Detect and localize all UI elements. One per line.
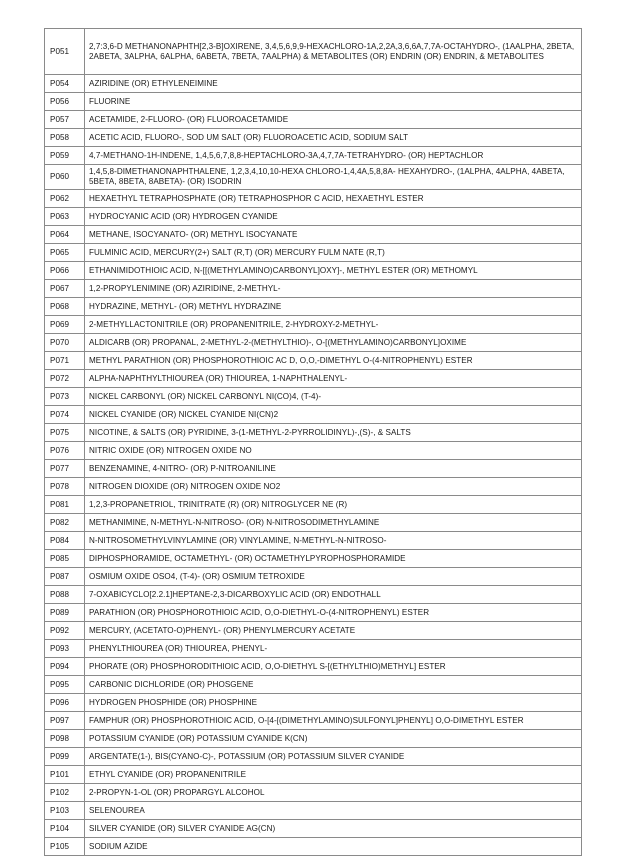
table-row: [45, 370, 582, 388]
waste-description: SODIUM AZIDE: [85, 838, 582, 856]
waste-description: ALPHA-NAPHTHYLTHIOUREA (OR) THIOUREA, 1-NAPHTHALENYL-: [85, 370, 582, 388]
waste-description: 1,2,3-PROPANETRIOL, TRINITRATE (R) (OR) NITROGLYCER NE (R): [85, 496, 582, 514]
waste-description: 2-PROPYN-1-OL (OR) PROPARGYL ALCOHOL: [85, 784, 582, 802]
table-row: [45, 730, 582, 748]
waste-description: NITRIC OXIDE (OR) NITROGEN OXIDE NO: [85, 442, 582, 460]
waste-code: P096: [45, 694, 85, 712]
waste-description: OSMIUM OXIDE OSO4, (T-4)- (OR) OSMIUM TETROXIDE: [85, 568, 582, 586]
waste-code: P070: [45, 334, 85, 352]
waste-code: P074: [45, 406, 85, 424]
waste-description: SILVER CYANIDE (OR) SILVER CYANIDE AG(CN): [85, 820, 582, 838]
table-row: [45, 478, 582, 496]
table-body: [45, 29, 582, 856]
waste-description: AZIRIDINE (OR) ETHYLENEIMINE: [85, 75, 582, 93]
table-row: [45, 190, 582, 208]
table-row: [45, 352, 582, 370]
waste-description: HYDROGEN PHOSPHIDE (OR) PHOSPHINE: [85, 694, 582, 712]
waste-code: P072: [45, 370, 85, 388]
waste-description: PHENYLTHIOUREA (OR) THIOUREA, PHENYL-: [85, 640, 582, 658]
table-row: [45, 262, 582, 280]
waste-code: P101: [45, 766, 85, 784]
waste-code: P085: [45, 550, 85, 568]
table-row: [45, 694, 582, 712]
waste-description: ALDICARB (OR) PROPANAL, 2-METHYL-2-(METHYLTHIO)-, O-[(METHYLAMINO)CARBONYL]OXIME: [85, 334, 582, 352]
waste-code: P082: [45, 514, 85, 532]
table-row: [45, 334, 582, 352]
waste-code: P076: [45, 442, 85, 460]
waste-description: 1,2-PROPYLENIMINE (OR) AZIRIDINE, 2-METHYL-: [85, 280, 582, 298]
waste-code: P102: [45, 784, 85, 802]
table-row: [45, 460, 582, 478]
waste-description: SELENOUREA: [85, 802, 582, 820]
waste-code: P064: [45, 226, 85, 244]
waste-code: P081: [45, 496, 85, 514]
waste-description: POTASSIUM CYANIDE (OR) POTASSIUM CYANIDE K(CN): [85, 730, 582, 748]
table-row: [45, 748, 582, 766]
waste-code: P093: [45, 640, 85, 658]
table-row: [45, 29, 582, 75]
table-row: [45, 208, 582, 226]
waste-code: P065: [45, 244, 85, 262]
table-row: [45, 496, 582, 514]
waste-code: P088: [45, 586, 85, 604]
table-row: [45, 165, 582, 190]
table-row: [45, 532, 582, 550]
waste-code: P092: [45, 622, 85, 640]
waste-description: 2-METHYLLACTONITRILE (OR) PROPANENITRILE, 2-HYDROXY-2-METHYL-: [85, 316, 582, 334]
table-row: [45, 442, 582, 460]
waste-code: P059: [45, 147, 85, 165]
waste-description: 2,7:3,6-D METHANONAPHTH[2,3-B]OXIRENE, 3,4,5,6,9,9-HEXACHLORO-1A,2,2A,3,6,6A,7,7A-OCTAHYDRO-, (1AALPHA, 2BETA, 2ABETA, 3ALPHA, 6ALPHA, 6ABETA, 7BETA, 7AALPHA) & METABOLITES (OR) ENDRIN (OR) ENDRIN, & METABOLITES: [85, 29, 582, 75]
table-row: [45, 712, 582, 730]
table-row: [45, 244, 582, 262]
table-row: [45, 802, 582, 820]
waste-description: FULMINIC ACID, MERCURY(2+) SALT (R,T) (OR) MERCURY FULM NATE (R,T): [85, 244, 582, 262]
waste-code: P098: [45, 730, 85, 748]
waste-description: 1,4,5,8-DIMETHANONAPHTHALENE, 1,2,3,4,10,10-HEXA CHLORO-1,4,4A,5,8,8A- HEXAHYDRO-, (1ALPHA, 4ALPHA, 4ABETA, 5BETA, 8BETA, 8ABETA)- (OR) ISODRIN: [85, 165, 582, 190]
waste-code: P062: [45, 190, 85, 208]
table-row: [45, 406, 582, 424]
waste-description: PHORATE (OR) PHOSPHORODITHIOIC ACID, O,O-DIETHYL S-[(ETHYLTHIO)METHYL] ESTER: [85, 658, 582, 676]
waste-description: NITROGEN DIOXIDE (OR) NITROGEN OXIDE NO2: [85, 478, 582, 496]
waste-code: P077: [45, 460, 85, 478]
table-row: [45, 147, 582, 165]
table-row: [45, 129, 582, 147]
waste-description: NICKEL CARBONYL (OR) NICKEL CARBONYL NI(CO)4, (T-4)-: [85, 388, 582, 406]
table-row: [45, 820, 582, 838]
table-row: [45, 766, 582, 784]
waste-description: BENZENAMINE, 4-NITRO- (OR) P-NITROANILINE: [85, 460, 582, 478]
waste-description: HYDROCYANIC ACID (OR) HYDROGEN CYANIDE: [85, 208, 582, 226]
waste-description: NICOTINE, & SALTS (OR) PYRIDINE, 3-(1-METHYL-2-PYRROLIDINYL)-,(S)-, & SALTS: [85, 424, 582, 442]
waste-code: P071: [45, 352, 85, 370]
waste-description: NICKEL CYANIDE (OR) NICKEL CYANIDE NI(CN)2: [85, 406, 582, 424]
document-page: [44, 28, 581, 856]
table-row: [45, 93, 582, 111]
waste-code: P056: [45, 93, 85, 111]
hazardous-waste-table: [44, 28, 582, 856]
waste-code: P060: [45, 165, 85, 190]
waste-description: MERCURY, (ACETATO-O)PHENYL- (OR) PHENYLMERCURY ACETATE: [85, 622, 582, 640]
table-row: [45, 622, 582, 640]
table-row: [45, 280, 582, 298]
waste-code: P105: [45, 838, 85, 856]
table-row: [45, 298, 582, 316]
table-row: [45, 640, 582, 658]
table-row: [45, 784, 582, 802]
waste-description: ACETIC ACID, FLUORO-, SOD UM SALT (OR) FLUOROACETIC ACID, SODIUM SALT: [85, 129, 582, 147]
waste-description: FAMPHUR (OR) PHOSPHOROTHIOIC ACID, O-[4-[(DIMETHYLAMINO)SULFONYL]PHENYL] O,O-DIMETHYL ESTER: [85, 712, 582, 730]
waste-code: P075: [45, 424, 85, 442]
waste-description: CARBONIC DICHLORIDE (OR) PHOSGENE: [85, 676, 582, 694]
waste-code: P069: [45, 316, 85, 334]
waste-description: ARGENTATE(1-), BIS(CYANO-C)-, POTASSIUM (OR) POTASSIUM SILVER CYANIDE: [85, 748, 582, 766]
table-row: [45, 316, 582, 334]
waste-code: P097: [45, 712, 85, 730]
waste-code: P058: [45, 129, 85, 147]
waste-code: P095: [45, 676, 85, 694]
waste-description: 7-OXABICYCLO[2.2.1]HEPTANE-2,3-DICARBOXYLIC ACID (OR) ENDOTHALL: [85, 586, 582, 604]
table-row: [45, 676, 582, 694]
waste-description: N-NITROSOMETHYLVINYLAMINE (OR) VINYLAMINE, N-METHYL-N-NITROSO-: [85, 532, 582, 550]
waste-description: ETHYL CYANIDE (OR) PROPANENITRILE: [85, 766, 582, 784]
waste-code: P073: [45, 388, 85, 406]
waste-description: HYDRAZINE, METHYL- (OR) METHYL HYDRAZINE: [85, 298, 582, 316]
table-row: [45, 604, 582, 622]
waste-code: P063: [45, 208, 85, 226]
table-row: [45, 226, 582, 244]
waste-description: FLUORINE: [85, 93, 582, 111]
table-row: [45, 514, 582, 532]
table-row: [45, 550, 582, 568]
waste-description: DIPHOSPHORAMIDE, OCTAMETHYL- (OR) OCTAMETHYLPYROPHOSPHORAMIDE: [85, 550, 582, 568]
waste-description: 4,7-METHANO-1H-INDENE, 1,4,5,6,7,8,8-HEPTACHLORO-3A,4,7,7A-TETRAHYDRO- (OR) HEPTACHLOR: [85, 147, 582, 165]
waste-description: HEXAETHYL TETRAPHOSPHATE (OR) TETRAPHOSPHOR C ACID, HEXAETHYL ESTER: [85, 190, 582, 208]
waste-code: P054: [45, 75, 85, 93]
table-row: [45, 586, 582, 604]
table-row: [45, 75, 582, 93]
waste-description: METHYL PARATHION (OR) PHOSPHOROTHIOIC AC D, O,O,-DIMETHYL O-(4-NITROPHENYL) ESTER: [85, 352, 582, 370]
waste-description: ACETAMIDE, 2-FLUORO- (OR) FLUOROACETAMIDE: [85, 111, 582, 129]
waste-code: P089: [45, 604, 85, 622]
waste-code: P067: [45, 280, 85, 298]
waste-description: PARATHION (OR) PHOSPHOROTHIOIC ACID, O,O-DIETHYL-O-(4-NITROPHENYL) ESTER: [85, 604, 582, 622]
table-row: [45, 388, 582, 406]
table-row: [45, 424, 582, 442]
waste-code: P051: [45, 29, 85, 75]
waste-description: METHANE, ISOCYANATO- (OR) METHYL ISOCYANATE: [85, 226, 582, 244]
waste-description: ETHANIMIDOTHIOIC ACID, N-[[(METHYLAMINO)CARBONYL]OXY]-, METHYL ESTER (OR) METHOMYL: [85, 262, 582, 280]
waste-code: P103: [45, 802, 85, 820]
table-row: [45, 838, 582, 856]
waste-code: P087: [45, 568, 85, 586]
table-row: [45, 568, 582, 586]
waste-description: METHANIMINE, N-METHYL-N-NITROSO- (OR) N-NITROSODIMETHYLAMINE: [85, 514, 582, 532]
table-row: [45, 658, 582, 676]
waste-code: P068: [45, 298, 85, 316]
waste-code: P094: [45, 658, 85, 676]
waste-code: P057: [45, 111, 85, 129]
table-row: [45, 111, 582, 129]
waste-code: P078: [45, 478, 85, 496]
waste-code: P104: [45, 820, 85, 838]
waste-code: P066: [45, 262, 85, 280]
waste-code: P084: [45, 532, 85, 550]
waste-code: P099: [45, 748, 85, 766]
